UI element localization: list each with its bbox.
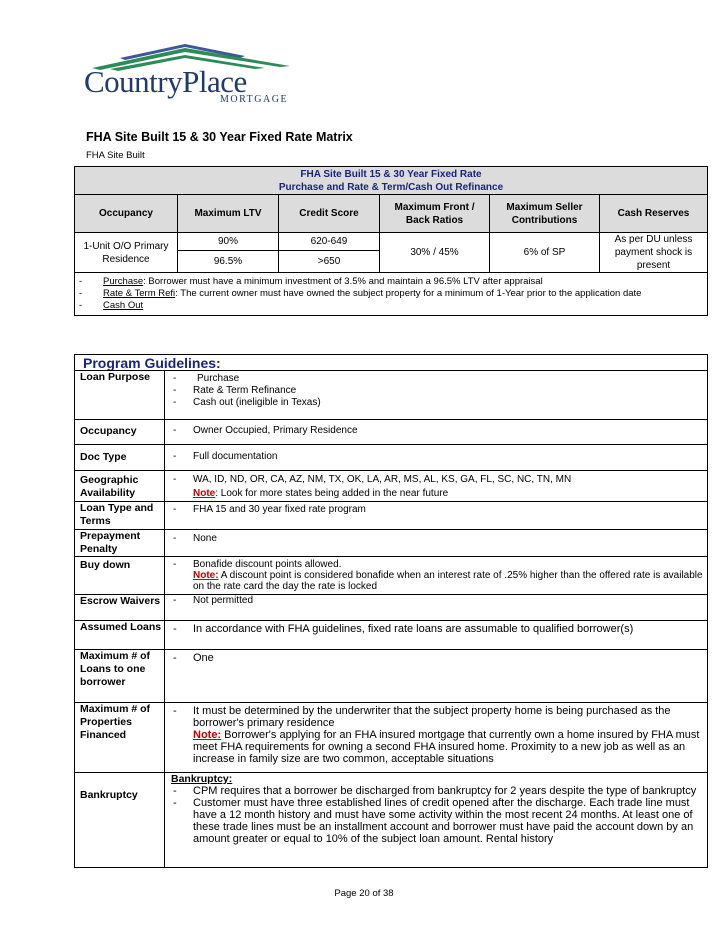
rate-matrix-table (75, 167, 707, 273)
table-row: Prepayment Penalty - None (75, 530, 708, 557)
guidelines-table (74, 370, 708, 868)
label-doc-type: Doc Type (75, 445, 165, 471)
table-row: Occupancy - Owner Occupied, Primary Residence (75, 420, 708, 445)
table-row: Bankruptcy Bankruptcy: - CPM requires that a borrower be discharged from bankruptcy for 2 years despite the type of bankruptcy - Customer must have three established lines of credit opened after the discharge. Each trade line must have a 12 month history and must have some activity within the most recent 24 months. At least one of these trade lines must be an installment account and borrower must have paid the account down by an amount greater or equal to 10% of the subject loan amount. Rental history (75, 773, 708, 868)
table-row: Loan Type and Terms - FHA 15 and 30 year fixed rate program (75, 502, 708, 530)
label-max-loans: Maximum # of Loans to one borrower (75, 650, 165, 703)
label-buy-down: Buy down (75, 557, 165, 595)
table-row: Maximum # of Properties Financed - It must be determined by the underwriter that the subject property home is being purchased as the borrower's primary residence Note: Borrower's applying for an FHA insured mortgage that currently own a home insured by FHA must meet FHA requirements for owning a second FHA insured home. Proximity to a new job as well as an increase in family size are two common, acceptable situations (75, 703, 708, 773)
table-row: Maximum # of Loans to one borrower - One (75, 650, 708, 703)
page-subtitle: FHA Site Built (86, 150, 145, 161)
cell-ratios: 30% / 45% (380, 233, 490, 273)
company-logo (80, 38, 320, 108)
cell-seller: 6% of SP (490, 233, 600, 273)
bankruptcy-heading: Bankruptcy: (171, 773, 233, 785)
col-reserves: Cash Reserves (600, 195, 708, 233)
label-max-props: Maximum # of Properties Financed (75, 703, 165, 773)
cell-credit-1: 620-649 (279, 233, 380, 251)
matrix-notes (75, 273, 707, 315)
label-geographic: Geographic Availability (75, 471, 165, 502)
col-seller: Maximum Seller Contributions (490, 195, 600, 233)
matrix-header (75, 167, 707, 195)
matrix-header-line1: FHA Site Built 15 & 30 Year Fixed Rate (300, 169, 482, 180)
note-rate-term: - Rate & Term Refi: The current owner must have owned the subject property for a minimum of 1-Year prior to the application date (79, 288, 642, 299)
page-title: FHA Site Built 15 & 30 Year Fixed Rate Matrix (86, 130, 353, 144)
cell-credit-2: >650 (279, 251, 380, 273)
cell-ltv-1: 90% (178, 233, 279, 251)
note-purchase: - Purchase: Borrower must have a minimum investment of 3.5% and maintain a 96.5% LTV after appraisal (79, 276, 543, 287)
program-guidelines-title: Program Guidelines: (74, 354, 708, 370)
matrix-header-line2: Purchase and Rate & Term/Cash Out Refinance (278, 182, 504, 193)
note-cash-out: - Cash Out (79, 300, 144, 311)
table-row: Doc Type - Full documentation (75, 445, 708, 471)
rate-matrix-box (74, 166, 708, 316)
cell-reserves: As per DU unless payment shock is present (600, 233, 708, 273)
label-loan-type: Loan Type and Terms (75, 502, 165, 530)
table-row: Geographic Availability - WA, ID, ND, OR, CA, AZ, NM, TX, OK, LA, AR, MS, AL, KS, GA, FL, SC, NC, TN, MN Note: Look for more states being added in the near future (75, 471, 708, 502)
cell-ltv-2: 96.5% (178, 251, 279, 273)
table-row: Buy down - Bonafide discount points allowed. Note: A discount point is considered bonafide when an interest rate of .25% higher than the offered rate is available on the rate card the day the rate is locked (75, 557, 708, 595)
table-row: Escrow Waivers - Not permitted (75, 595, 708, 621)
cell-occupancy: 1-Unit O/O Primary Residence (75, 233, 178, 273)
label-prepayment: Prepayment Penalty (75, 530, 165, 557)
table-row: Assumed Loans - In accordance with FHA guidelines, fixed rate loans are assumable to qualified borrower(s) (75, 621, 708, 650)
logo-subname: MORTGAGE (220, 94, 289, 105)
label-escrow: Escrow Waivers (75, 595, 165, 621)
table-row: Loan Purpose - Purchase - Rate & Term Refinance - Cash out (ineligible in Texas) (75, 371, 708, 420)
col-ltv: Maximum LTV (178, 195, 279, 233)
page-number: Page 20 of 38 (334, 888, 394, 899)
label-bankruptcy: Bankruptcy (75, 773, 165, 868)
logo-name: CountryPlace (84, 64, 247, 99)
label-assumed: Assumed Loans (75, 621, 165, 650)
col-occupancy: Occupancy (75, 195, 178, 233)
label-loan-purpose: Loan Purpose (75, 371, 165, 420)
label-occupancy: Occupancy (75, 420, 165, 445)
col-ratios: Maximum Front / Back Ratios (380, 195, 490, 233)
col-credit: Credit Score (279, 195, 380, 233)
